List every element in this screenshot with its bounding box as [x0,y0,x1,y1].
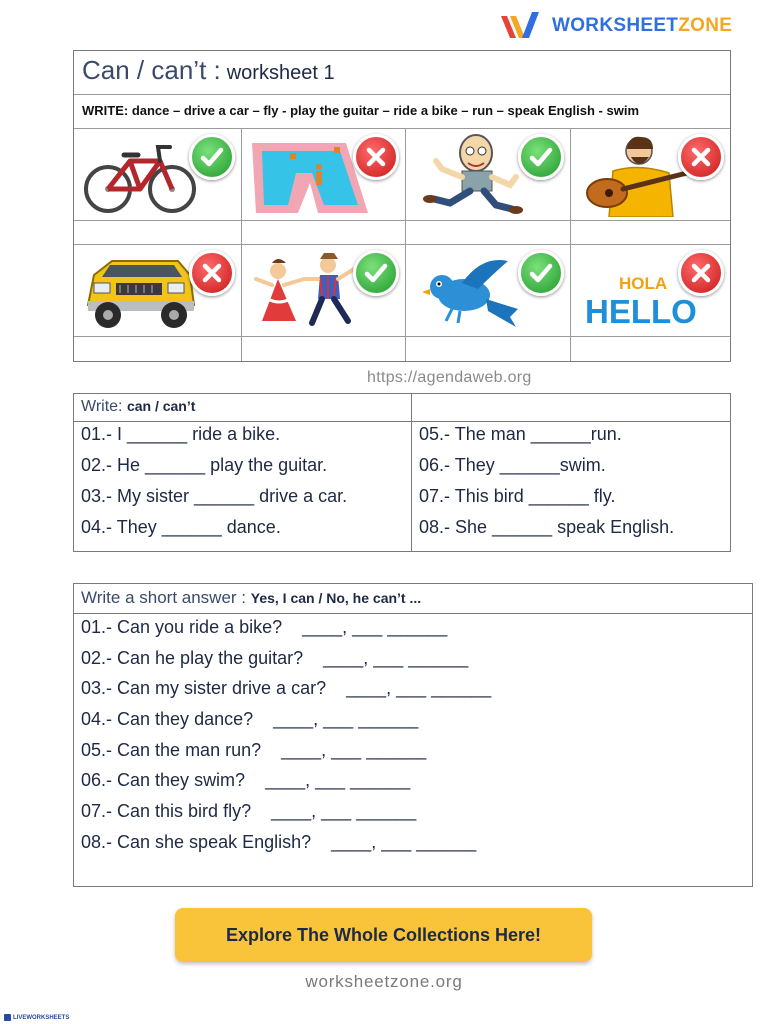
instruction: WRITE: dance – drive a car – fly - play the guitar – ride a bike – run – speak English - swim [74,95,730,129]
exercise2-item[interactable] [74,800,752,831]
cross-mark-icon [678,250,724,296]
bicycle-icon [80,133,200,217]
exercise1-heading-bold: can / can’t [126,398,196,414]
exercise2-list [74,614,752,862]
answer-blank[interactable]: ____, ___ ______ [331,831,477,852]
cross-mark-icon [678,134,724,180]
question-text: 08.- Can she speak English? [81,831,312,852]
exercise1-heading-empty [412,394,730,422]
running-man-icon [412,133,532,217]
picture-cell [571,245,730,337]
flying-bird-icon [412,249,532,333]
picture-grid [74,129,730,361]
exercise1-item[interactable]: 01.- I ______ ride a bike. [81,424,281,444]
exercise2-item[interactable] [74,708,752,739]
worksheet-title [74,51,730,95]
car-icon [80,249,200,333]
brand-name-part1: WORKSHEET [552,15,679,36]
question-text: 03.- Can my sister drive a car? [81,678,327,699]
exercise2-heading [74,584,752,614]
picture-cell [406,245,571,337]
exercise1-heading [74,394,411,422]
answer-cell[interactable] [74,221,242,245]
exercise1-item[interactable]: 02.- He ______ play the guitar. [81,455,328,475]
liveworksheets-badge [4,1014,69,1021]
answer-cell[interactable] [571,221,730,245]
check-mark-icon [189,134,235,180]
hello-text: HELLO [585,293,697,330]
answer-cell[interactable] [242,221,406,245]
exercise2-item[interactable] [74,677,752,708]
title-sub: worksheet 1 [226,62,335,84]
answer-blank[interactable]: ____, ___ ______ [323,647,469,668]
exercise1-heading-text: Write: [81,398,127,415]
question-text: 04.- Can they dance? [81,709,254,730]
guitar-player-icon [577,133,697,217]
question-text: 06.- Can they swim? [81,770,246,791]
swimming-pool-icon [248,133,368,217]
exercise2-heading-bold: Yes, I can / No, he can’t ... [250,590,422,606]
brand-name [552,15,732,37]
exercise2-item[interactable] [74,647,752,678]
exercise1-right-column [412,394,730,551]
worksheetzone-logo-icon [498,8,544,44]
worksheet-table [73,50,731,362]
answer-blank[interactable]: ____, ___ ______ [265,770,411,791]
cross-mark-icon [353,134,399,180]
question-text: 02.- Can he play the guitar? [81,647,304,668]
picture-cell [242,245,406,337]
answer-blank[interactable]: ____, ___ ______ [281,739,427,760]
check-mark-icon [518,134,564,180]
exercise-write-can-cant [73,393,731,552]
check-mark-icon [518,250,564,296]
question-text: 01.- Can you ride a bike? [81,617,283,637]
exercise2-item[interactable] [74,831,752,862]
check-mark-icon [353,250,399,296]
cross-mark-icon [189,250,235,296]
footer-url-link[interactable]: worksheetzone.org [305,972,463,991]
answer-blank[interactable]: ____, ___ ______ [302,617,448,637]
exercise2-item[interactable] [74,616,752,647]
exercise1-item[interactable]: 03.- My sister ______ drive a car. [81,486,348,506]
brand-logo[interactable] [498,8,732,44]
exercise1-item[interactable]: 06.- They ______swim. [419,455,606,475]
answer-cell[interactable] [74,337,242,361]
exercise-short-answer [73,583,753,887]
exercise1-item[interactable]: 08.- She ______ speak English. [419,517,675,537]
answer-cell[interactable] [242,337,406,361]
answer-blank[interactable]: ____, ___ ______ [271,801,417,822]
answer-blank[interactable]: ____, ___ ______ [346,678,492,699]
exercise1-item[interactable]: 07.- This bird ______ fly. [419,486,616,506]
source-url: https://agendaweb.org [367,369,532,386]
answer-cell[interactable] [571,337,730,361]
liveworksheets-text: LIVEWORKSHEETS [13,1014,70,1021]
answer-blank[interactable]: ____, ___ ______ [273,709,419,730]
liveworksheets-icon [4,1014,11,1021]
question-text: 07.- Can this bird fly? [81,801,252,822]
exercise1-item[interactable]: 05.- The man ______run. [419,424,622,444]
hola-text: HOLA [619,274,668,293]
picture-cell [242,129,406,221]
picture-cell [571,129,730,221]
answer-cell[interactable] [406,221,571,245]
exercise2-item[interactable] [74,769,752,800]
exercise2-item[interactable] [74,739,752,770]
explore-collections-button[interactable]: Explore The Whole Collections Here! [175,908,592,962]
picture-cell [74,245,242,337]
exercise2-heading-text: Write a short answer : [81,588,251,607]
cta-section [70,902,740,972]
exercise1-item[interactable]: 04.- They ______ dance. [81,517,281,537]
title-main: Can / can’t : [82,55,221,85]
picture-cell [406,129,571,221]
dancing-couple-icon [248,249,368,333]
answer-cell[interactable] [406,337,571,361]
question-text: 05.- Can the man run? [81,739,262,760]
picture-cell [74,129,242,221]
brand-name-part2: ZONE [678,15,733,36]
exercise1-left-column [74,394,412,551]
